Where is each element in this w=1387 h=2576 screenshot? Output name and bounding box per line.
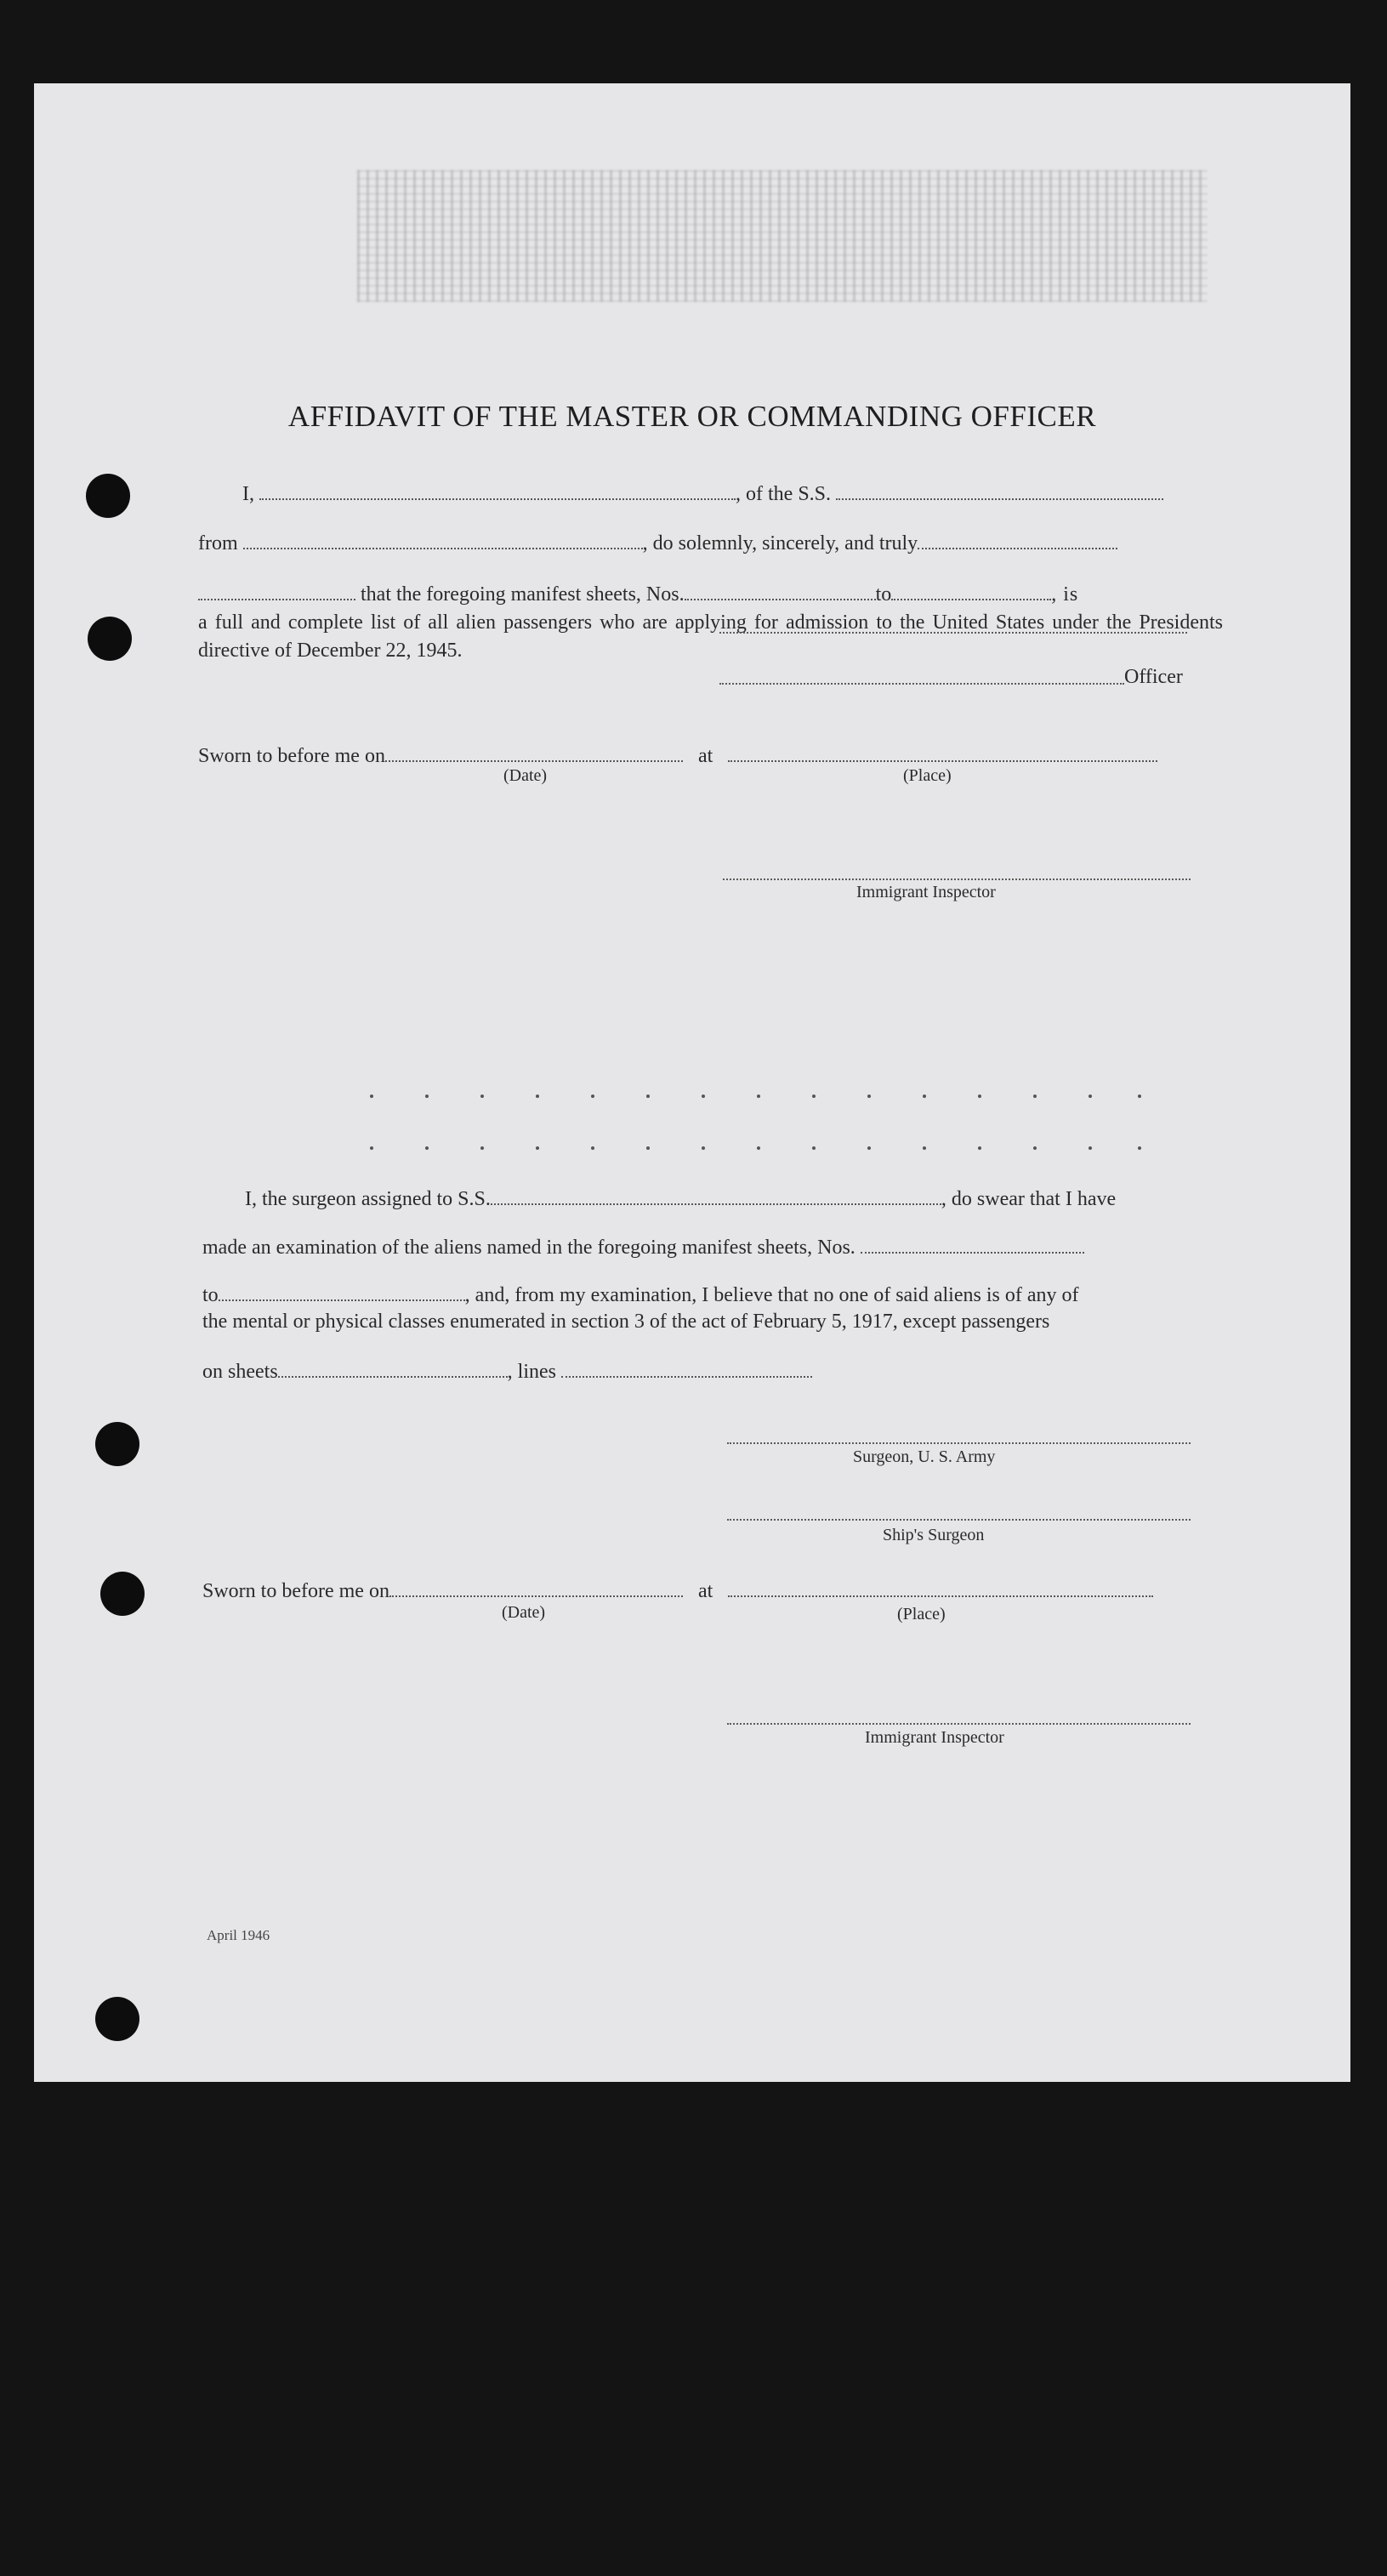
sheet-from-field[interactable] [685, 598, 876, 600]
inspector-caption: Immigrant Inspector [856, 883, 996, 901]
date-caption: (Date) [503, 766, 548, 785]
swear-field[interactable] [918, 547, 1117, 549]
punch-hole [88, 617, 132, 661]
punch-hole [100, 1572, 145, 1616]
surgeon-belief-text: , and, from my examination, I believe that no one of said aliens is of any of [464, 1284, 1079, 1306]
on-sheets-label: on sheets [202, 1361, 278, 1383]
sworn-line [198, 745, 1157, 768]
surgeon-swear: , do swear that I have [941, 1188, 1117, 1210]
sworn-date-field[interactable] [385, 759, 683, 762]
that-label: that the foregoing manifest sheets, Nos. [361, 583, 685, 606]
surgeon-at-label: at [697, 1580, 713, 1602]
swear-label: , do solemnly, sincerely, and truly [642, 532, 918, 554]
surgeon-sworn-place-field[interactable] [728, 1595, 1153, 1597]
page-title: AFFIDAVIT OF THE MASTER OR COMMANDING OFFICER [287, 400, 1097, 433]
sworn-place-field[interactable] [728, 759, 1157, 762]
surgeon-sheet-to-field[interactable] [219, 1299, 465, 1301]
oath-field[interactable] [198, 598, 355, 600]
surgeon-exam-text: made an examination of the aliens named in the foregoing manifest sheets, Nos. [202, 1237, 856, 1259]
at-label: at [697, 745, 713, 767]
surgeon-line-1 [245, 1188, 1116, 1211]
sheet-to-field[interactable] [891, 598, 1051, 600]
surgeon-line-4: the mental or physical classes enumerated in section 3 of the act of February 5, 1917, except passengers [202, 1311, 1050, 1333]
sworn-label: Sworn to before me on [198, 745, 385, 767]
surgeon-sworn-label: Sworn to before me on [202, 1580, 389, 1602]
punch-hole [86, 474, 130, 518]
officer-signature-line-1[interactable] [719, 632, 1187, 634]
army-surgeon-signature-line[interactable] [727, 1442, 1191, 1444]
except-lines-field[interactable] [561, 1375, 812, 1378]
surgeon-inspector-signature-line[interactable] [727, 1723, 1191, 1725]
surgeon-sworn-date-field[interactable] [389, 1595, 683, 1597]
ss-label: , of the S.S. [736, 483, 832, 505]
form-date: April 1946 [207, 1927, 270, 1943]
inspector-signature-line[interactable] [723, 879, 1191, 880]
except-sheets-field[interactable] [278, 1375, 508, 1378]
surgeon-sworn-line [202, 1580, 1153, 1603]
affidavit-line-1 [242, 483, 1163, 506]
is-label: , is [1051, 583, 1079, 606]
faded-stamp [357, 170, 1208, 302]
affidavit-line-3 [198, 583, 1078, 606]
punch-hole [95, 1997, 139, 2041]
surgeon-line-2 [202, 1237, 1084, 1260]
surgeon-sheet-from-field[interactable] [861, 1251, 1084, 1254]
surgeon-inspector-caption: Immigrant Inspector [865, 1728, 1004, 1747]
surgeon-intro: I, the surgeon assigned to S.S. [245, 1188, 491, 1210]
surgeon-line-3 [202, 1284, 1078, 1307]
ship-name-field[interactable] [836, 498, 1163, 500]
from-label: from [198, 532, 238, 554]
i-label: I, [242, 483, 254, 505]
officer-label: Officer [1124, 666, 1183, 688]
punch-hole [95, 1422, 139, 1466]
surgeon-place-caption: (Place) [897, 1605, 946, 1624]
ship-surgeon-caption: Ship's Surgeon [883, 1526, 985, 1544]
army-surgeon-caption: Surgeon, U. S. Army [853, 1447, 996, 1466]
affidavit-line-2 [198, 532, 1117, 555]
place-caption: (Place) [903, 766, 952, 785]
officer-signature-line-2[interactable] [719, 683, 1124, 685]
surgeon-to-label: to [202, 1284, 219, 1306]
affidavit-paragraph: a full and complete list of all alien passengers who are applying for admission to the United States under the Presidents directive of December 22, 1945. [198, 611, 1223, 662]
port-field[interactable] [243, 547, 643, 549]
surgeon-line-5 [202, 1361, 812, 1384]
master-name-field[interactable] [259, 498, 736, 500]
lines-label: , lines [507, 1361, 556, 1383]
to-label: to [875, 583, 892, 606]
ship-surgeon-signature-line[interactable] [727, 1519, 1191, 1521]
form-page [34, 83, 1350, 2082]
surgeon-ship-field[interactable] [491, 1203, 941, 1205]
surgeon-date-caption: (Date) [502, 1603, 546, 1622]
